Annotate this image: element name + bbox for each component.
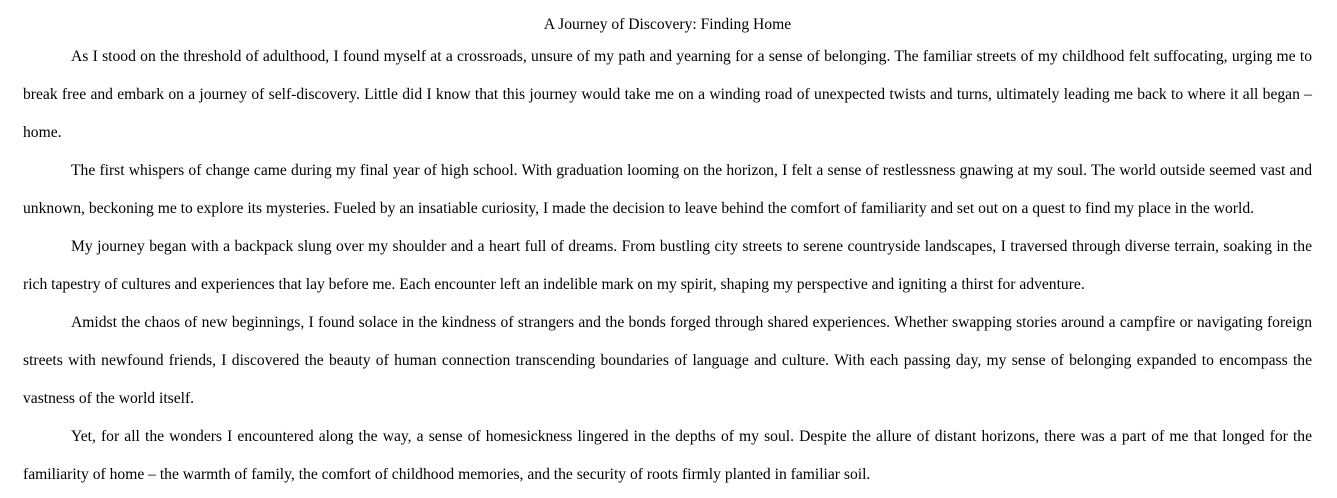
- document-title: A Journey of Discovery: Finding Home: [543, 16, 792, 33]
- paragraph-4: Amidst the chaos of new beginnings, I found solace in the kindness of strangers and the bonds forged through shared experiences. Whether swapping stories around a campfire or navigating foreign streets with newfound friends, I discovered the beauty of human connection transcending boundaries of language and culture. With each passing day, my sense of belonging expanded to encompass the vastness of the world itself.: [23, 314, 1312, 407]
- paragraph-5: Yet, for all the wonders I encountered along the way, a sense of homesickness lingered in the depths of my soul. Despite the allure of distant horizons, there was a part of me that longed for the familiarity of home – the warmth of family, the comfort of childhood memories, and the security of roots firmly planted in familiar soil.: [23, 428, 1312, 483]
- paragraph-2: The first whispers of change came during my final year of high school. With graduation looming on the horizon, I felt a sense of restlessness gnawing at my soul. The world outside seemed vast and unknown, beckoning me to explore its mysteries. Fueled by an insatiable curiosity, I made the decision to leave behind the comfort of familiarity and set out on a quest to find my place in the world.: [23, 162, 1312, 217]
- paragraph-3: My journey began with a backpack slung over my shoulder and a heart full of dreams. From bustling city streets to serene countryside landscapes, I traversed through diverse terrain, soaking in the rich tapestry of cultures and experiences that lay before me. Each encounter left an indelible mark on my spirit, shaping my perspective and igniting a thirst for adventure.: [23, 238, 1312, 293]
- paragraph-1: As I stood on the threshold of adulthood, I found myself at a crossroads, unsure of my path and yearning for a sense of belonging. The familiar streets of my childhood felt suffocating, urging me to break free and embark on a journey of self-discovery. Little did I know that this journey would take me on a winding road of unexpected twists and turns, ultimately leading me back to where it all began – home.: [23, 48, 1312, 141]
